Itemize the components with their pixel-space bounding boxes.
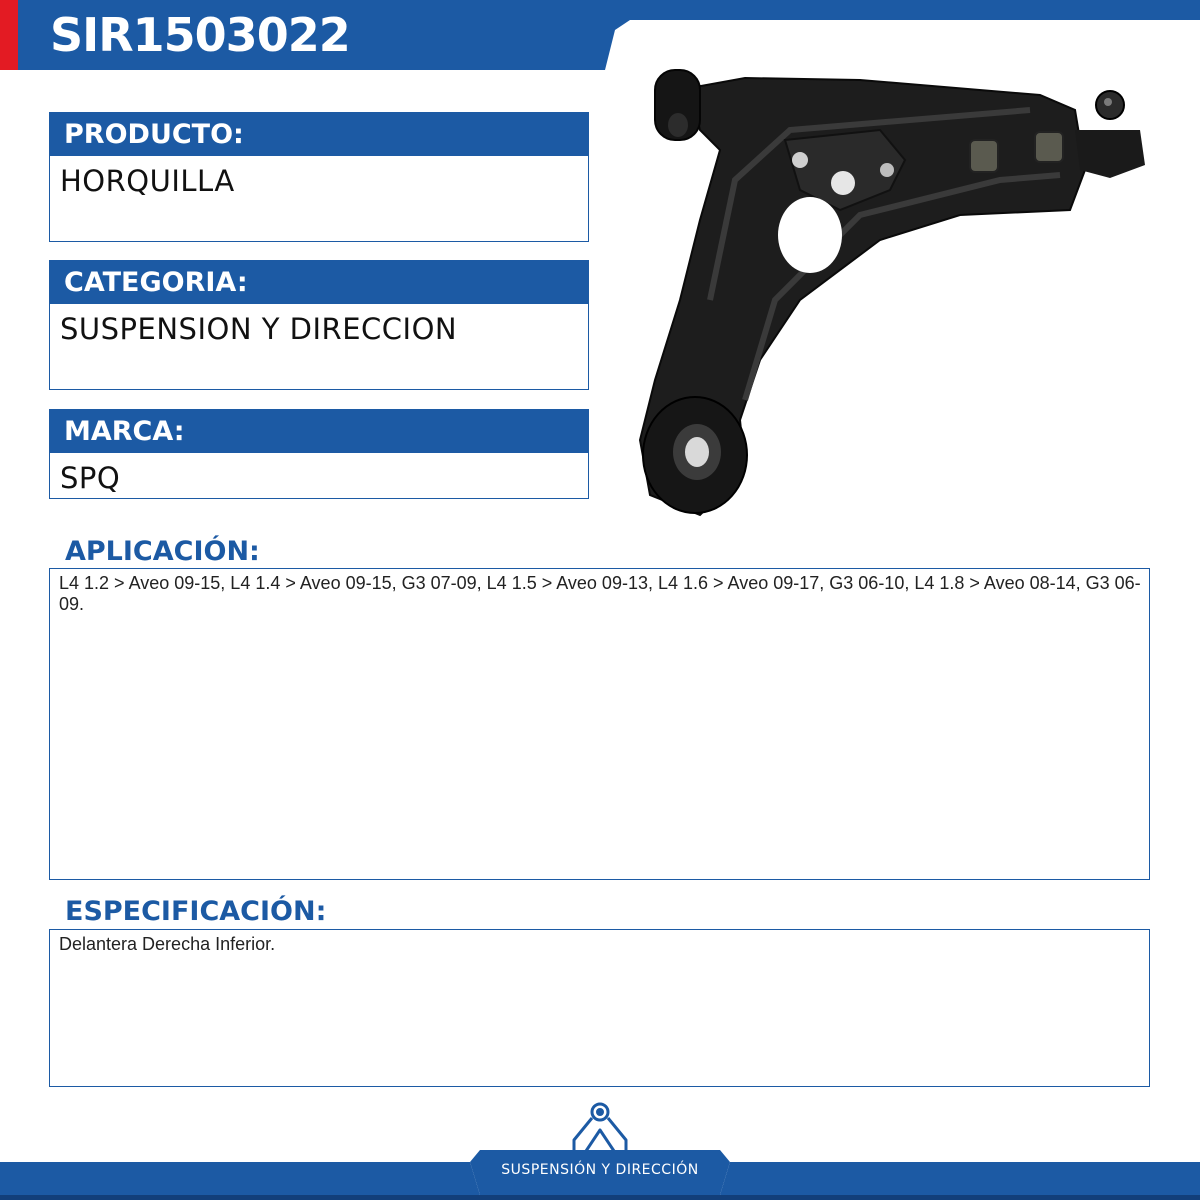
control-arm-image — [630, 60, 1150, 530]
aplicacion-label: APLICACIÓN: — [65, 536, 260, 567]
marca-value: SPQ — [49, 453, 589, 499]
producto-value: HORQUILLA — [49, 156, 589, 242]
especificacion-text: Delantera Derecha Inferior. — [59, 934, 276, 954]
control-arm-icon — [568, 1104, 632, 1154]
producto-field — [49, 112, 589, 242]
marca-field — [49, 409, 589, 499]
footer-category-label: SUSPENSIÓN Y DIRECCIÓN — [501, 1162, 699, 1178]
categoria-field — [49, 260, 589, 390]
categoria-label: CATEGORIA: — [49, 260, 589, 304]
aplicacion-text: L4 1.2 > Aveo 09-15, L4 1.4 > Aveo 09-15, G3 07-09, L4 1.5 > Aveo 09-13, L4 1.6 > Aveo 09-17, G3 06-10, L4 1.8 > Aveo 08-14, G3 06-09. — [59, 573, 1141, 614]
marca-label: MARCA: — [49, 409, 589, 453]
especificacion-box — [49, 929, 1150, 1087]
footer-banner — [0, 1100, 1200, 1200]
part-number-title: SIR1503022 — [50, 8, 350, 62]
categoria-value: SUSPENSION Y DIRECCION — [49, 304, 589, 390]
producto-label: PRODUCTO: — [49, 112, 589, 156]
especificacion-label: ESPECIFICACIÓN: — [65, 896, 327, 927]
aplicacion-box — [49, 568, 1150, 880]
